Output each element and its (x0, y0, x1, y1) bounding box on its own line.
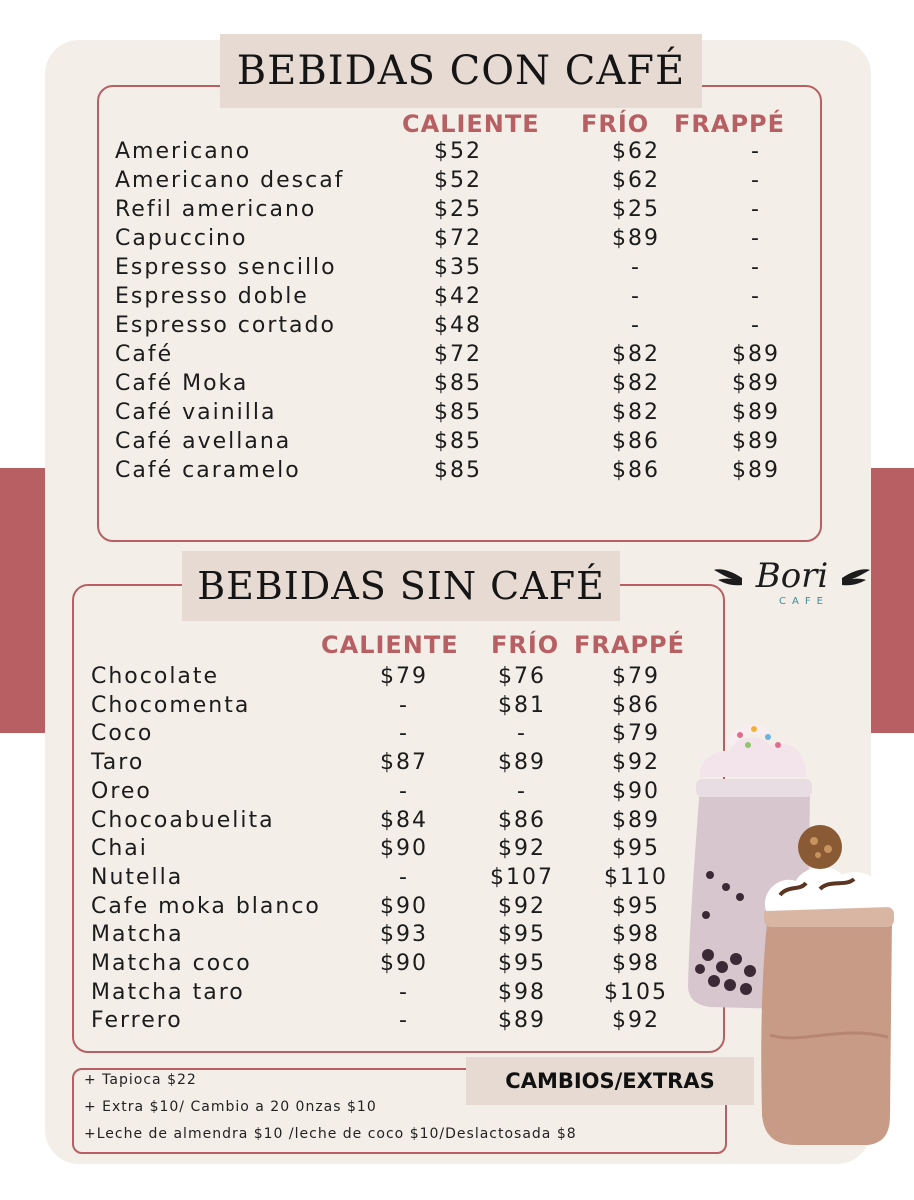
price-frappe: $92 (612, 750, 660, 776)
item-name: Café caramelo (115, 458, 301, 483)
coffee-row (0, 196, 914, 225)
price-frio: $107 (490, 864, 554, 890)
price-frio: $62 (612, 139, 660, 164)
price-frio: $92 (498, 836, 546, 862)
item-name: Capuccino (115, 226, 248, 251)
coffee-row (0, 312, 914, 341)
price-frappe: - (751, 255, 761, 280)
price-frio: $86 (498, 807, 546, 833)
price-caliente: $52 (434, 139, 482, 164)
price-frio: $62 (612, 168, 660, 193)
item-name: Coco (91, 721, 154, 747)
coffee-row (0, 167, 914, 196)
price-caliente: $90 (380, 951, 428, 976)
price-frappe: - (751, 139, 761, 164)
item-name: Taro (91, 750, 145, 776)
price-frappe: $79 (612, 664, 660, 689)
price-caliente: $93 (380, 922, 428, 948)
price-frappe: - (751, 226, 761, 251)
item-name: Chai (91, 836, 148, 862)
coffee-header-frappe: FRAPPÉ (674, 110, 786, 138)
item-name: Matcha coco (91, 951, 252, 976)
logo-subtitle: CAFE (779, 596, 829, 607)
price-frio: - (517, 721, 527, 747)
price-caliente: - (399, 864, 409, 890)
price-frappe: $95 (612, 893, 660, 919)
price-frappe: $89 (732, 371, 780, 396)
price-frappe: $90 (612, 778, 660, 804)
nocoffee-row (0, 663, 914, 692)
price-frappe: $105 (604, 979, 668, 1005)
price-caliente: $87 (380, 750, 428, 776)
extras-title: CAMBIOS/EXTRAS (466, 1057, 754, 1105)
price-caliente: - (399, 721, 409, 747)
coffee-row (0, 225, 914, 254)
bori-cafe-logo (712, 556, 872, 614)
price-frio: $81 (498, 692, 546, 718)
price-frio: $82 (612, 371, 660, 396)
price-caliente: $25 (434, 197, 482, 222)
item-name: Espresso sencillo (115, 255, 337, 280)
coffee-header-frio: FRÍO (581, 110, 650, 138)
item-name: Matcha taro (91, 979, 245, 1005)
coffee-header-caliente: CALIENTE (402, 110, 540, 138)
price-frappe: - (751, 168, 761, 193)
price-frio: - (631, 255, 641, 280)
price-frio: $76 (498, 664, 546, 689)
price-frappe: - (751, 197, 761, 222)
price-caliente: - (399, 979, 409, 1005)
item-name: Café (115, 342, 174, 367)
item-name: Espresso cortado (115, 313, 336, 338)
price-frio: $86 (612, 458, 660, 483)
price-frio: $95 (498, 922, 546, 948)
item-name: Cafe moka blanco (91, 893, 321, 919)
coffee-row (0, 428, 914, 457)
price-frappe: $92 (612, 1008, 660, 1034)
price-frappe: - (751, 284, 761, 309)
price-caliente: $35 (434, 255, 482, 280)
price-frio: $86 (612, 429, 660, 454)
item-name: Chocoabuelita (91, 807, 275, 833)
item-name: Nutella (91, 864, 184, 890)
item-name: Ferrero (91, 1008, 183, 1034)
price-frappe: $89 (612, 807, 660, 833)
item-name: Chocolate (91, 664, 220, 689)
price-frio: $89 (498, 750, 546, 776)
price-caliente: - (399, 692, 409, 718)
item-name: Café avellana (115, 429, 292, 454)
price-caliente: $48 (434, 313, 482, 338)
coffee-section-title: BEBIDAS CON CAFÉ (220, 34, 702, 108)
price-caliente: - (399, 1008, 409, 1034)
item-name: Café Moka (115, 371, 249, 396)
coffee-row (0, 341, 914, 370)
price-caliente: - (399, 778, 409, 804)
price-caliente: $85 (434, 458, 482, 483)
coffee-row (0, 457, 914, 486)
price-frappe: $86 (612, 692, 660, 718)
item-name: Café vainilla (115, 400, 277, 425)
price-caliente: $79 (380, 664, 428, 689)
price-caliente: $52 (434, 168, 482, 193)
coffee-row (0, 283, 914, 312)
item-name: Espresso doble (115, 284, 309, 309)
coffee-row (0, 370, 914, 399)
item-name: Chocomenta (91, 692, 251, 718)
price-caliente: $42 (434, 284, 482, 309)
price-frappe: $79 (612, 721, 660, 747)
coffee-row (0, 399, 914, 428)
price-frappe: $89 (732, 342, 780, 367)
price-caliente: $85 (434, 400, 482, 425)
price-caliente: $85 (434, 429, 482, 454)
price-caliente: $90 (380, 836, 428, 862)
item-name: Americano descaf (115, 168, 345, 193)
nocoffee-header-caliente: CALIENTE (321, 631, 459, 659)
price-frappe: $89 (732, 400, 780, 425)
item-name: Americano (115, 139, 252, 164)
price-frio: - (517, 778, 527, 804)
price-frio: - (631, 313, 641, 338)
extras-line-tapioca: + Tapioca $22 (84, 1072, 197, 1088)
logo-wordmark: Bori (755, 556, 829, 596)
price-caliente: $72 (434, 226, 482, 251)
price-caliente: $85 (434, 371, 482, 396)
item-name: Matcha (91, 922, 184, 948)
price-frappe: $98 (612, 951, 660, 976)
nocoffee-header-frio: FRÍO (491, 631, 560, 659)
price-frio: $89 (612, 226, 660, 251)
item-name: Oreo (91, 778, 152, 804)
price-frio: $89 (498, 1008, 546, 1034)
price-frappe: $98 (612, 922, 660, 948)
price-caliente: $90 (380, 893, 428, 919)
price-frappe: $89 (732, 458, 780, 483)
price-frappe: - (751, 313, 761, 338)
price-caliente: $84 (380, 807, 428, 833)
nocoffee-header-frappe: FRAPPÉ (574, 631, 686, 659)
price-frio: $98 (498, 979, 546, 1005)
price-frappe: $95 (612, 836, 660, 862)
item-name: Refil americano (115, 197, 317, 222)
coffee-row (0, 138, 914, 167)
price-frio: - (631, 284, 641, 309)
price-frio: $82 (612, 342, 660, 367)
price-frio: $25 (612, 197, 660, 222)
price-frappe: $110 (604, 864, 668, 890)
nocoffee-section-title: BEBIDAS SIN CAFÉ (182, 551, 620, 621)
price-frio: $82 (612, 400, 660, 425)
extras-line-milk: +Leche de almendra $10 /leche de coco $10/Deslactosada $8 (84, 1126, 577, 1142)
extras-line-extra: + Extra $10/ Cambio a 20 0nzas $10 (84, 1099, 377, 1115)
price-frio: $92 (498, 893, 546, 919)
price-frappe: $89 (732, 429, 780, 454)
coffee-row (0, 254, 914, 283)
price-frio: $95 (498, 951, 546, 976)
price-caliente: $72 (434, 342, 482, 367)
